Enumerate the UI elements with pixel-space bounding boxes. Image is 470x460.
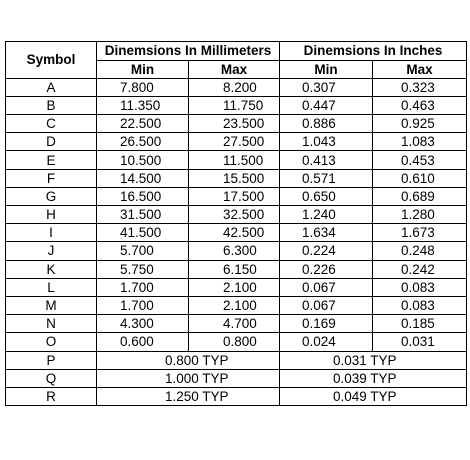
mm-max-cell: 6.300 [189, 242, 280, 260]
in-typ-cell: 0.049 TYP [280, 387, 467, 405]
mm-max-cell: 11.500 [189, 151, 280, 169]
in-min-cell: 0.650 [280, 187, 373, 205]
table-row [6, 315, 467, 333]
in-min-cell: 0.886 [280, 115, 373, 133]
mm-min-cell: 14.500 [97, 169, 189, 187]
mm-min-cell: 16.500 [97, 187, 189, 205]
symbol-cell: H [6, 206, 97, 224]
mm-min-cell: 31.500 [97, 206, 189, 224]
table-row [6, 96, 467, 114]
in-min-cell: 0.067 [280, 278, 373, 296]
table-row [6, 260, 467, 278]
mm-typ-cell: 1.250 TYP [97, 387, 280, 405]
header-row-groups [6, 42, 467, 61]
mm-min-cell: 41.500 [97, 224, 189, 242]
mm-min-header: Min [97, 60, 189, 78]
symbol-cell: G [6, 187, 97, 205]
mm-max-cell: 11.750 [189, 96, 280, 114]
symbol-cell: C [6, 115, 97, 133]
mm-min-cell: 7.800 [97, 78, 189, 96]
symbol-cell: I [6, 224, 97, 242]
table-row [6, 296, 467, 314]
in-max-cell: 0.031 [373, 333, 467, 351]
in-max-cell: 1.083 [373, 133, 467, 151]
mm-min-cell: 10.500 [97, 151, 189, 169]
symbol-cell: R [6, 387, 97, 405]
mm-max-header: Max [189, 60, 280, 78]
in-min-cell: 0.413 [280, 151, 373, 169]
in-max-cell: 1.280 [373, 206, 467, 224]
in-max-cell: 1.673 [373, 224, 467, 242]
table-row [6, 224, 467, 242]
table-row [6, 151, 467, 169]
symbol-cell: D [6, 133, 97, 151]
mm-min-cell: 4.300 [97, 315, 189, 333]
symbol-cell: M [6, 296, 97, 314]
dimensions-body [6, 78, 467, 405]
in-max-cell: 0.323 [373, 78, 467, 96]
mm-min-cell: 1.700 [97, 296, 189, 314]
in-min-cell: 0.571 [280, 169, 373, 187]
in-max-cell: 0.242 [373, 260, 467, 278]
table-row [6, 278, 467, 296]
symbol-header: Symbol [6, 42, 97, 79]
inches-group-header: Dinemsions In Inches [280, 42, 467, 61]
mm-typ-cell: 0.800 TYP [97, 351, 280, 369]
in-typ-cell: 0.031 TYP [280, 351, 467, 369]
table-row [6, 169, 467, 187]
in-min-cell: 1.043 [280, 133, 373, 151]
table-row [6, 206, 467, 224]
dimensions-table [5, 41, 467, 406]
in-max-cell: 0.083 [373, 296, 467, 314]
symbol-cell: A [6, 78, 97, 96]
mm-max-cell: 23.500 [189, 115, 280, 133]
table-row-typ [6, 369, 467, 387]
table-row [6, 133, 467, 151]
mm-max-cell: 0.800 [189, 333, 280, 351]
in-max-cell: 0.925 [373, 115, 467, 133]
millimeters-group-header: Dinemsions In Millimeters [97, 42, 280, 61]
table-row [6, 242, 467, 260]
in-max-cell: 0.689 [373, 187, 467, 205]
in-min-cell: 0.226 [280, 260, 373, 278]
table-row [6, 78, 467, 96]
table-row-typ [6, 387, 467, 405]
mm-typ-cell: 1.000 TYP [97, 369, 280, 387]
in-min-cell: 0.169 [280, 315, 373, 333]
in-max-cell: 0.083 [373, 278, 467, 296]
symbol-cell: B [6, 96, 97, 114]
mm-min-cell: 22.500 [97, 115, 189, 133]
table-row [6, 187, 467, 205]
symbol-cell: K [6, 260, 97, 278]
symbol-cell: J [6, 242, 97, 260]
in-min-cell: 0.307 [280, 78, 373, 96]
mm-max-cell: 4.700 [189, 315, 280, 333]
in-max-cell: 0.453 [373, 151, 467, 169]
symbol-cell: L [6, 278, 97, 296]
mm-min-cell: 1.700 [97, 278, 189, 296]
table-row [6, 333, 467, 351]
symbol-cell: Q [6, 369, 97, 387]
in-min-cell: 0.224 [280, 242, 373, 260]
in-max-cell: 0.185 [373, 315, 467, 333]
in-min-cell: 1.240 [280, 206, 373, 224]
symbol-cell: E [6, 151, 97, 169]
in-min-cell: 1.634 [280, 224, 373, 242]
in-max-cell: 0.610 [373, 169, 467, 187]
mm-min-cell: 5.750 [97, 260, 189, 278]
in-min-cell: 0.447 [280, 96, 373, 114]
mm-max-cell: 6.150 [189, 260, 280, 278]
mm-min-cell: 26.500 [97, 133, 189, 151]
mm-max-cell: 42.500 [189, 224, 280, 242]
symbol-cell: F [6, 169, 97, 187]
in-min-cell: 0.067 [280, 296, 373, 314]
mm-min-cell: 0.600 [97, 333, 189, 351]
in-max-cell: 0.248 [373, 242, 467, 260]
in-max-header: Max [373, 60, 467, 78]
in-min-cell: 0.024 [280, 333, 373, 351]
table-row [6, 115, 467, 133]
mm-max-cell: 2.100 [189, 278, 280, 296]
mm-min-cell: 5.700 [97, 242, 189, 260]
symbol-cell: P [6, 351, 97, 369]
in-max-cell: 0.463 [373, 96, 467, 114]
in-min-header: Min [280, 60, 373, 78]
symbol-cell: N [6, 315, 97, 333]
mm-min-cell: 11.350 [97, 96, 189, 114]
mm-max-cell: 2.100 [189, 296, 280, 314]
mm-max-cell: 15.500 [189, 169, 280, 187]
symbol-cell: O [6, 333, 97, 351]
in-typ-cell: 0.039 TYP [280, 369, 467, 387]
mm-max-cell: 32.500 [189, 206, 280, 224]
mm-max-cell: 27.500 [189, 133, 280, 151]
mm-max-cell: 17.500 [189, 187, 280, 205]
mm-max-cell: 8.200 [189, 78, 280, 96]
table-row-typ [6, 351, 467, 369]
